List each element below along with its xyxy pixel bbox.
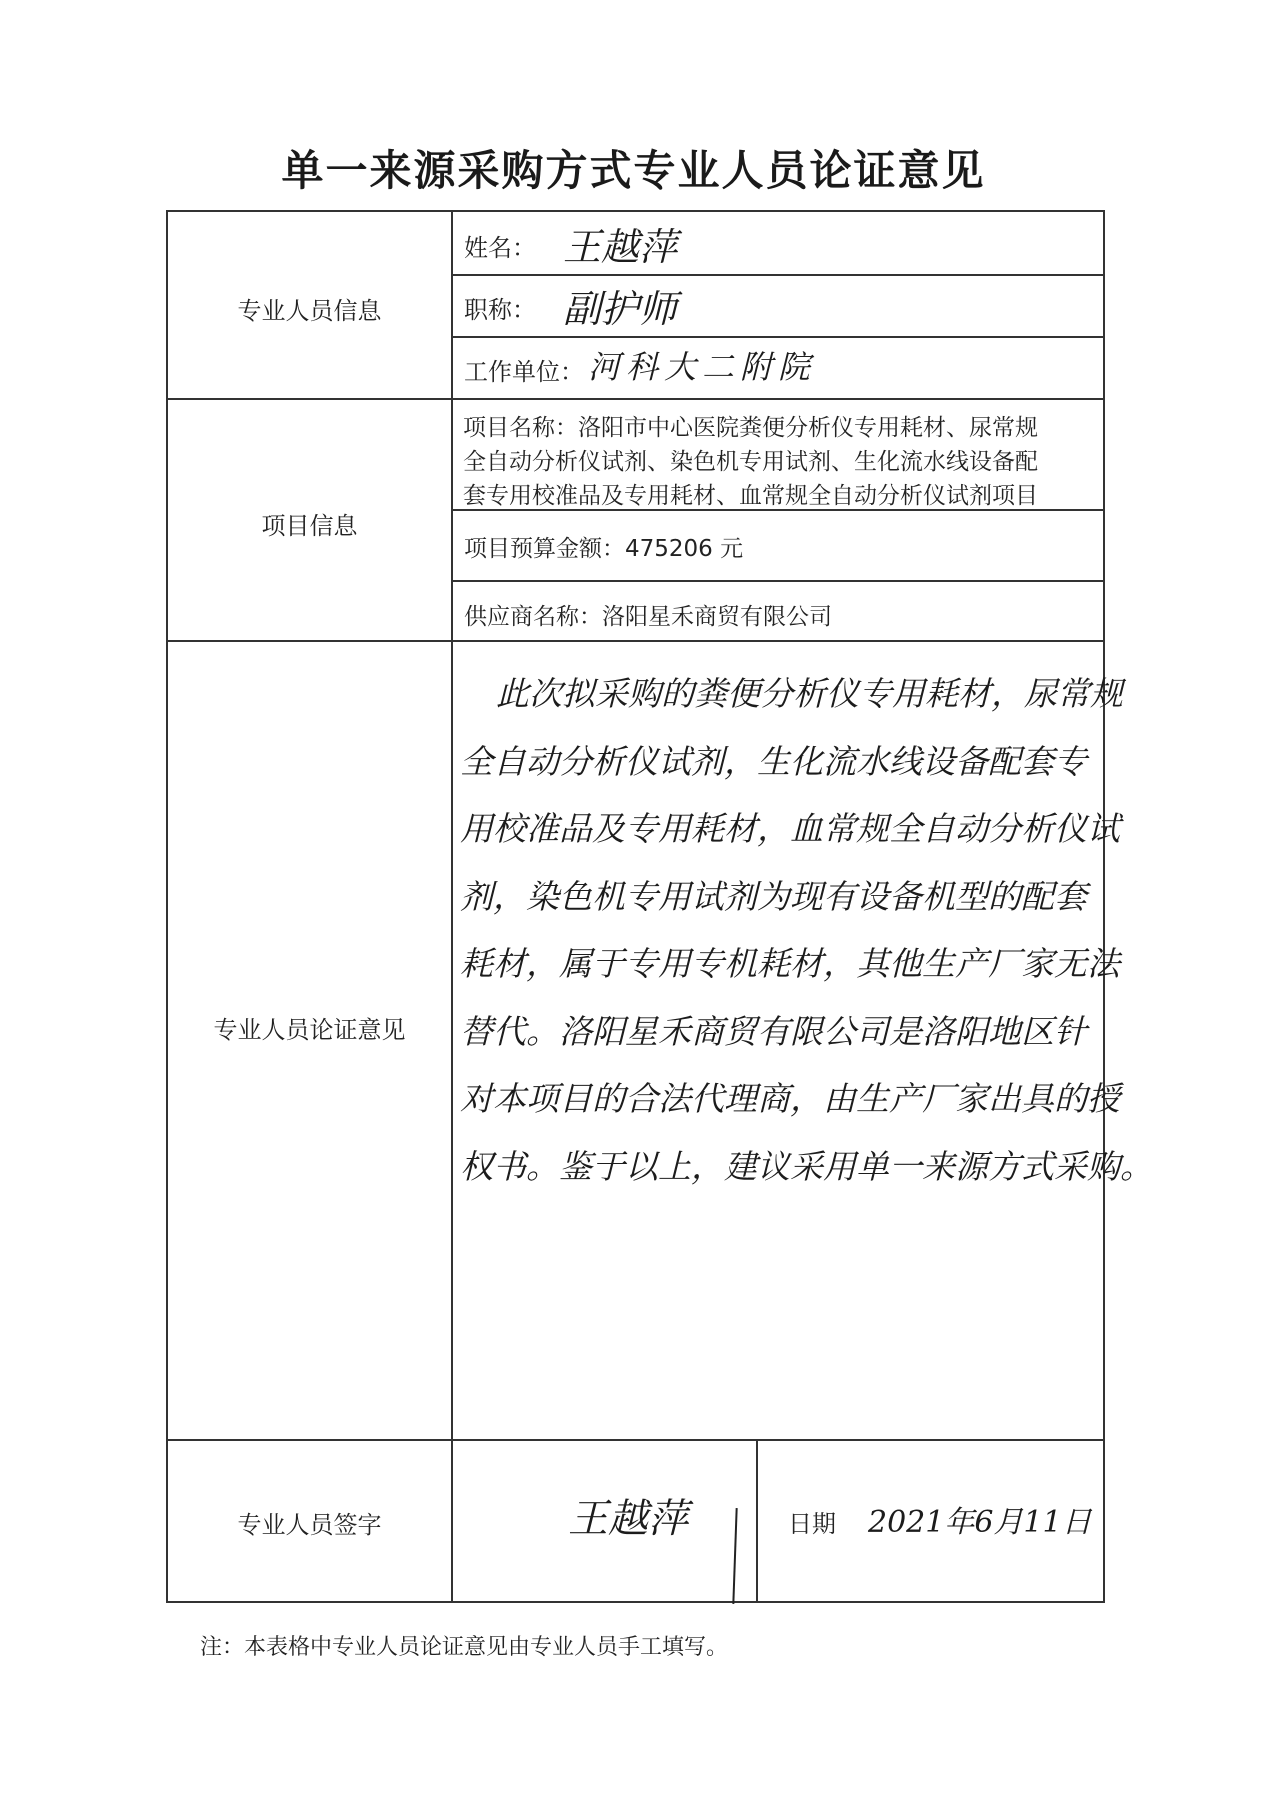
row-line — [451, 336, 1103, 338]
column-divider — [451, 212, 453, 1601]
opinion-line: 替代。洛阳星禾商贸有限公司是洛阳地区针 — [460, 1011, 1087, 1051]
project-name-line: 全自动分析仪试剂、染色机专用试剂、生化流水线设备配 — [463, 449, 1038, 475]
opinion-line: 耗材，属于专用专机耗材，其他生产厂家无法 — [460, 944, 1120, 983]
job-title-value: 副护师 — [563, 287, 678, 331]
name-value: 王越萍 — [563, 225, 678, 269]
supplier-value: 洛阳星禾商贸有限公司 — [602, 604, 832, 630]
date-label: 日期 — [788, 1510, 836, 1538]
row-line — [451, 580, 1103, 582]
project-name-line: 套专用校准品及专用耗材、血常规全自动分析仪试剂项目 — [463, 483, 1038, 509]
form-table — [166, 210, 1153, 1603]
opinion-line: 剂，染色机专用试剂为现有设备机型的配套 — [460, 876, 1087, 916]
employer-value: 河科大二附院 — [588, 348, 817, 386]
section-line — [168, 398, 1103, 400]
opinion-line: 对本项目的合法代理商，由生产厂家出具的授 — [460, 1079, 1120, 1118]
budget-label: 项目预算金额： — [464, 536, 625, 562]
section-line — [168, 640, 1103, 642]
opinion-text — [460, 660, 1153, 1200]
name-label: 姓名： — [464, 234, 536, 262]
supplier-label: 供应商名称： — [464, 604, 602, 630]
project-name — [463, 411, 1098, 513]
opinion-line: 用校准品及专用耗材，血常规全自动分析仪试 — [460, 809, 1120, 848]
budget-value: 475206 元 — [625, 536, 744, 562]
opinion-section-label: 专业人员论证意见 — [213, 1016, 406, 1044]
date-divider — [756, 1439, 758, 1601]
signature-label: 专业人员签字 — [237, 1511, 382, 1539]
row-line — [451, 274, 1103, 276]
opinion-line: 权书。鉴于以上，建议采用单一来源方式采购。 — [460, 1146, 1153, 1186]
project-name-line: 项目名称：洛阳市中心医院粪便分析仪专用耗材、尿常规 — [463, 415, 1038, 441]
page-title: 单一来源采购方式专业人员论证意见 — [281, 146, 986, 195]
footnote: 注：本表格中专业人员论证意见由专业人员手工填写。 — [200, 1635, 729, 1660]
date-value: 2021年6月11日 — [868, 1505, 1092, 1540]
signature-value: 王越萍 — [568, 1496, 688, 1542]
project-section-label: 项目信息 — [261, 512, 358, 540]
signature-stroke — [732, 1508, 737, 1604]
personnel-section-label: 专业人员信息 — [237, 297, 382, 325]
opinion-line: 此次拟采购的粪便分析仪专用耗材，尿常规 — [496, 674, 1123, 713]
section-line — [168, 1439, 1103, 1441]
job-title-label: 职称： — [464, 296, 536, 324]
opinion-line: 全自动分析仪试剂，生化流水线设备配套专 — [460, 741, 1087, 781]
employer-label: 工作单位： — [464, 358, 584, 386]
